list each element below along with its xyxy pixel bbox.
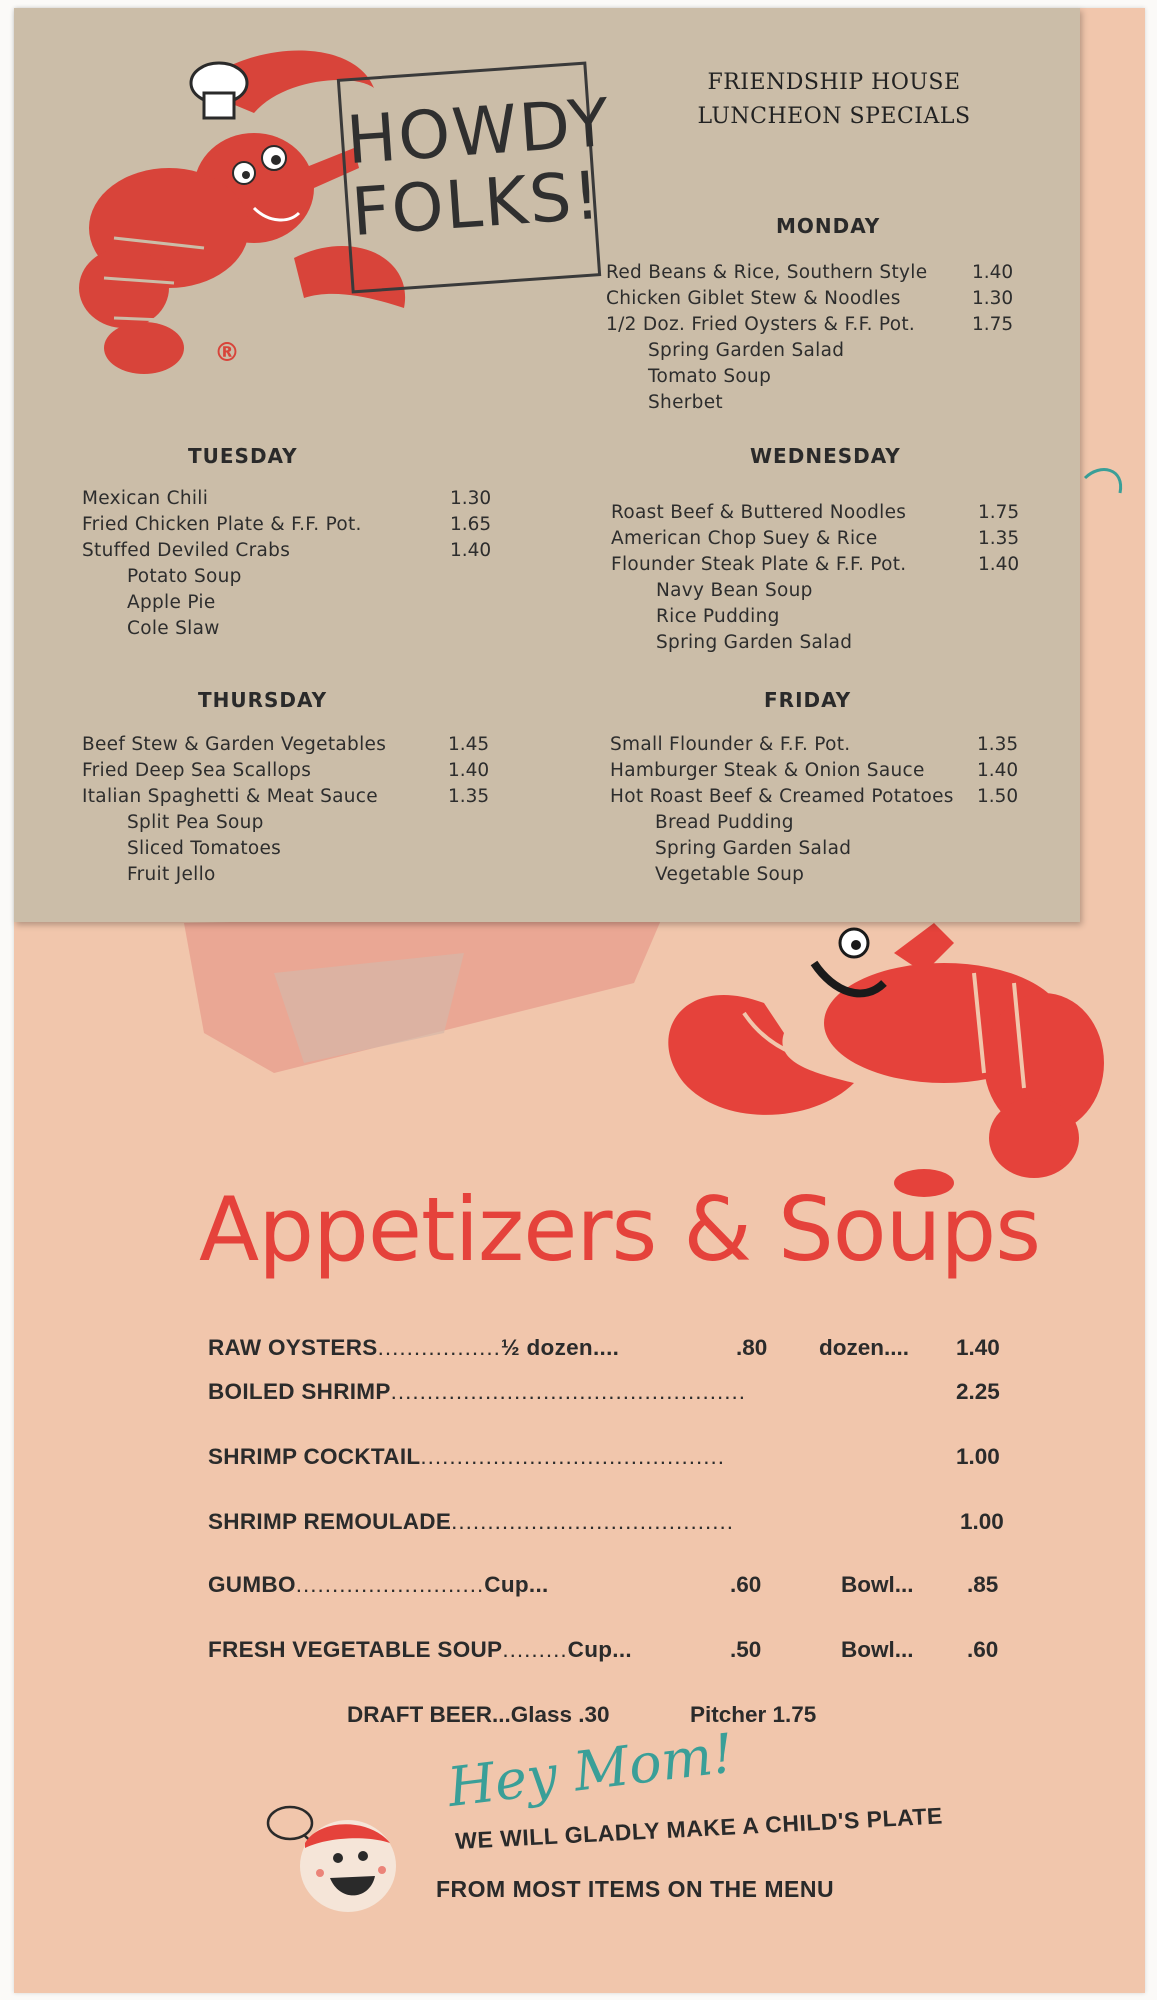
monday-side: Tomato Soup <box>648 366 772 387</box>
friday-price: 1.40 <box>977 760 1019 781</box>
thursday-item: Fried Deep Sea Scallops <box>82 760 312 781</box>
draft-beer-pitcher: Pitcher 1.75 <box>690 1702 817 1727</box>
appetizers-title: Appetizers & Soups <box>199 1178 1041 1281</box>
monday-item: Red Beans & Rice, Southern Style <box>606 262 928 283</box>
monday-item: Chicken Giblet Stew & Noodles <box>606 288 901 309</box>
monday-heading: MONDAY <box>776 214 881 238</box>
friday-heading: FRIDAY <box>764 688 852 712</box>
kid-face-icon <box>260 1798 410 1918</box>
wednesday-price: 1.35 <box>978 528 1020 549</box>
thursday-price: 1.45 <box>448 734 490 755</box>
shrimp-cocktail-name: SHRIMP COCKTAIL <box>208 1444 421 1469</box>
wednesday-item: American Chop Suey & Rice <box>611 528 878 549</box>
shrimp-cocktail-price: 1.00 <box>956 1444 1000 1469</box>
howdy-folks-sign <box>344 83 618 252</box>
thursday-price: 1.40 <box>448 760 490 781</box>
thursday-item: Italian Spaghetti & Meat Sauce <box>82 786 378 807</box>
friday-price: 1.50 <box>977 786 1019 807</box>
tuesday-price: 1.65 <box>450 514 492 535</box>
monday-side: Sherbet <box>648 392 723 413</box>
childs-plate-line1: WE WILL GLADLY MAKE A CHILD'S PLATE <box>454 1802 944 1855</box>
vegetable-soup-name: FRESH VEGETABLE SOUP <box>208 1637 503 1662</box>
howdy-line2: FOLKS! <box>349 156 605 252</box>
thursday-side: Fruit Jello <box>127 864 216 885</box>
dot-leader: ....................................... <box>451 1509 734 1534</box>
friday-price: 1.35 <box>977 734 1019 755</box>
wednesday-side: Rice Pudding <box>656 606 780 627</box>
wednesday-side: Navy Bean Soup <box>656 580 813 601</box>
tuesday-side: Apple Pie <box>127 592 216 613</box>
vegetable-soup-bowl-price: .60 <box>967 1637 999 1662</box>
raw-oysters-full-label: dozen.... <box>819 1335 909 1360</box>
tuesday-side: Potato Soup <box>127 566 242 587</box>
monday-item: 1/2 Doz. Fried Oysters & F.F. Pot. <box>606 314 916 335</box>
raw-oysters-full-price: 1.40 <box>956 1335 1000 1360</box>
friday-item: Hamburger Steak & Onion Sauce <box>610 760 925 781</box>
thursday-price: 1.35 <box>448 786 490 807</box>
insert-title-line2: LUNCHEON SPECIALS <box>697 104 971 129</box>
tuesday-item: Stuffed Deviled Crabs <box>82 540 291 561</box>
gumbo-bowl-price: .85 <box>967 1572 999 1597</box>
vegetable-soup-bowl-label: Bowl... <box>841 1637 914 1662</box>
shrimp-cocktail-row <box>208 1444 725 1470</box>
dot-leader: .......................................... <box>420 1444 725 1469</box>
monday-price: 1.30 <box>972 288 1014 309</box>
vegetable-soup-cup-label: Cup... <box>567 1637 632 1662</box>
friday-side: Bread Pudding <box>655 812 794 833</box>
gumbo-cup-label: Cup... <box>484 1572 549 1597</box>
dot-leader: ......... <box>502 1637 568 1662</box>
monday-price: 1.40 <box>972 262 1014 283</box>
howdy-line1: HOWDY <box>344 83 614 180</box>
friday-side: Spring Garden Salad <box>655 838 852 859</box>
raw-oysters-row <box>208 1335 619 1361</box>
thursday-side: Sliced Tomatoes <box>127 838 282 859</box>
registered-mark: ® <box>214 338 240 368</box>
tuesday-item: Mexican Chili <box>82 488 209 509</box>
childs-plate-line2: FROM MOST ITEMS ON THE MENU <box>436 1876 835 1902</box>
tuesday-price: 1.30 <box>450 488 492 509</box>
friday-item: Hot Roast Beef & Creamed Potatoes <box>610 786 954 807</box>
monday-price: 1.75 <box>972 314 1014 335</box>
hey-mom-heading: Hey Mom! <box>444 1721 738 1819</box>
lobster-illustration-icon <box>644 913 1144 1213</box>
friday-side: Vegetable Soup <box>655 864 805 885</box>
tuesday-side: Cole Slaw <box>127 618 220 639</box>
dot-leader: .......................... <box>295 1572 485 1597</box>
thursday-item: Beef Stew & Garden Vegetables <box>82 734 387 755</box>
boiled-shrimp-price: 2.25 <box>956 1379 1000 1404</box>
thursday-heading: THURSDAY <box>198 688 328 712</box>
shrimp-remoulade-price: 1.00 <box>960 1509 1004 1534</box>
gumbo-bowl-label: Bowl... <box>841 1572 914 1597</box>
gumbo-row <box>208 1572 549 1598</box>
shrimp-remoulade-name: SHRIMP REMOULADE <box>208 1509 452 1534</box>
tuesday-price: 1.40 <box>450 540 492 561</box>
raw-oysters-name: RAW OYSTERS <box>208 1335 378 1360</box>
boiled-shrimp-name: BOILED SHRIMP <box>208 1379 391 1404</box>
draft-beer-glass: DRAFT BEER...Glass .30 <box>347 1702 610 1727</box>
folded-paper-shape <box>164 913 684 1073</box>
gumbo-cup-price: .60 <box>730 1572 762 1597</box>
gumbo-name: GUMBO <box>208 1572 296 1597</box>
raw-oysters-half-label: ½ dozen.... <box>500 1335 620 1360</box>
tuesday-heading: TUESDAY <box>188 444 298 468</box>
wednesday-price: 1.40 <box>978 554 1020 575</box>
thursday-side: Split Pea Soup <box>127 812 264 833</box>
raw-oysters-half-price: .80 <box>736 1335 768 1360</box>
vegetable-soup-cup-price: .50 <box>730 1637 762 1662</box>
shrimp-remoulade-row <box>208 1509 734 1535</box>
luncheon-specials-insert <box>14 8 1080 922</box>
friday-item: Small Flounder & F.F. Pot. <box>610 734 851 755</box>
wednesday-side: Spring Garden Salad <box>656 632 853 653</box>
vegetable-soup-row <box>208 1637 632 1663</box>
tuesday-item: Fried Chicken Plate & F.F. Pot. <box>82 514 362 535</box>
page-clip-icon <box>1080 458 1130 508</box>
dot-leader: ................. <box>377 1335 501 1360</box>
wednesday-item: Roast Beef & Buttered Noodles <box>611 502 907 523</box>
boiled-shrimp-row <box>208 1379 746 1405</box>
wednesday-price: 1.75 <box>978 502 1020 523</box>
monday-side: Spring Garden Salad <box>648 340 845 361</box>
wednesday-heading: WEDNESDAY <box>750 444 901 468</box>
insert-title-line1: FRIENDSHIP HOUSE <box>707 70 961 95</box>
dot-leader: ................................................. <box>390 1379 746 1404</box>
wednesday-item: Flounder Steak Plate & F.F. Pot. <box>611 554 907 575</box>
